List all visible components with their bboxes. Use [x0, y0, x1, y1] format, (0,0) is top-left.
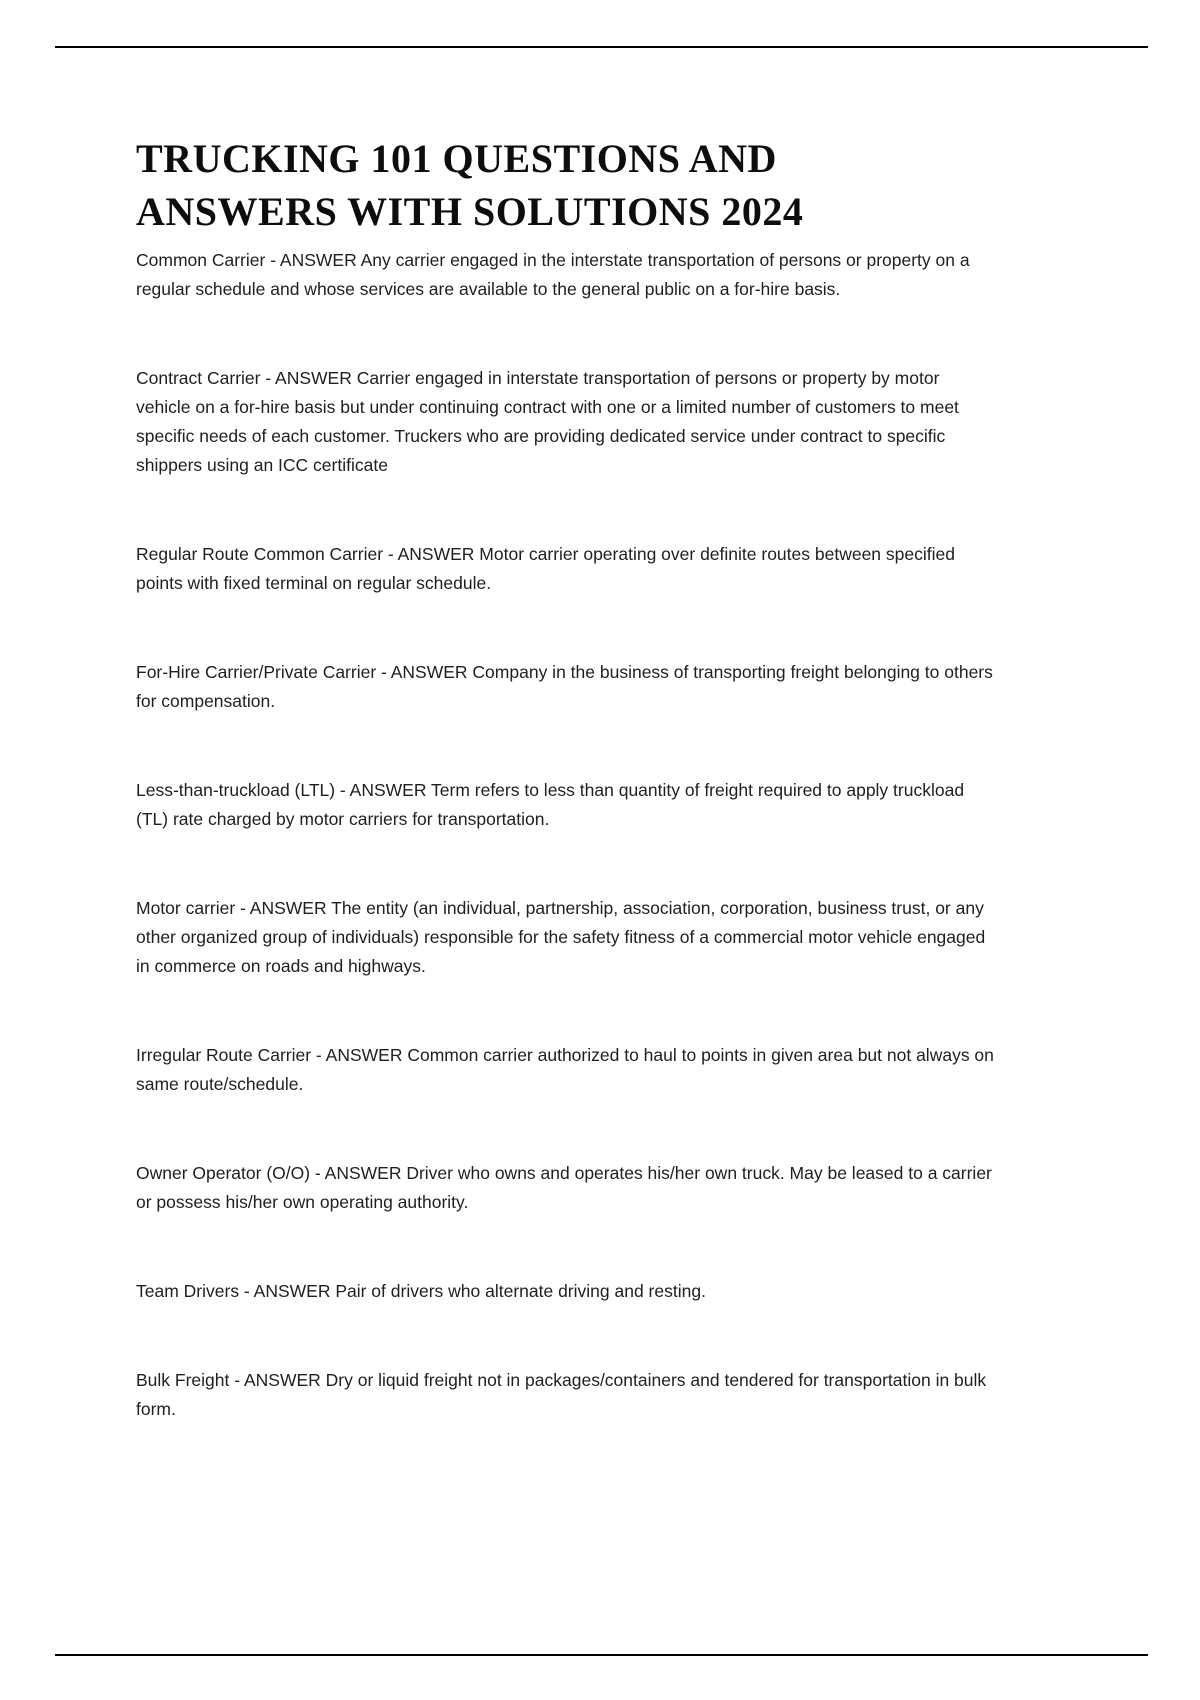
document-content: [136, 0, 996, 1424]
page-title: [136, 132, 996, 238]
qa-paragraph: Less-than-truckload (LTL) - ANSWER Term refers to less than quantity of freight required to apply truckload (TL) rate charged by motor carriers for transportation.: [136, 780, 965, 829]
qa-paragraph: Motor carrier - ANSWER The entity (an individual, partnership, association, corporation, business trust, or any other organized group of individuals) responsible for the safety fitness of a commercial motor vehicle engaged in commerce on roads and highways.: [136, 898, 986, 976]
qa-paragraph: Irregular Route Carrier - ANSWER Common carrier authorized to haul to points in given area but not always on same route/schedule.: [136, 1045, 994, 1094]
qa-paragraph: Owner Operator (O/O) - ANSWER Driver who owns and operates his/her own truck. May be leased to a carrier or possess his/her own operating authority.: [136, 1163, 992, 1212]
qa-paragraph: Contract Carrier - ANSWER Carrier engaged in interstate transportation of persons or property by motor vehicle on a for-hire basis but under continuing contract with one or a limited number of customers to meet specific needs of each customer. Truckers who are providing dedicated service under contract to specific shippers using an ICC certificate: [136, 368, 959, 475]
qa-paragraph: Regular Route Common Carrier - ANSWER Motor carrier operating over definite routes between specified points with fixed terminal on regular schedule.: [136, 544, 955, 593]
bottom-rule: [55, 1654, 1148, 1656]
qa-paragraph: For-Hire Carrier/Private Carrier - ANSWER Company in the business of transporting freight belonging to others for compensation.: [136, 662, 993, 711]
qa-paragraph: Bulk Freight - ANSWER Dry or liquid freight not in packages/containers and tendered for transportation in bulk form.: [136, 1370, 987, 1419]
qa-paragraph: Team Drivers - ANSWER Pair of drivers who alternate driving and resting.: [136, 1281, 706, 1301]
qa-paragraph: Common Carrier - ANSWER Any carrier engaged in the interstate transportation of persons or property on a regular schedule and whose services are available to the general public on a for-hire basis.: [136, 250, 970, 299]
title-line-1: TRUCKING 101 QUESTIONS AND: [136, 136, 777, 181]
title-line-2: ANSWERS WITH SOLUTIONS 2024: [136, 189, 804, 234]
